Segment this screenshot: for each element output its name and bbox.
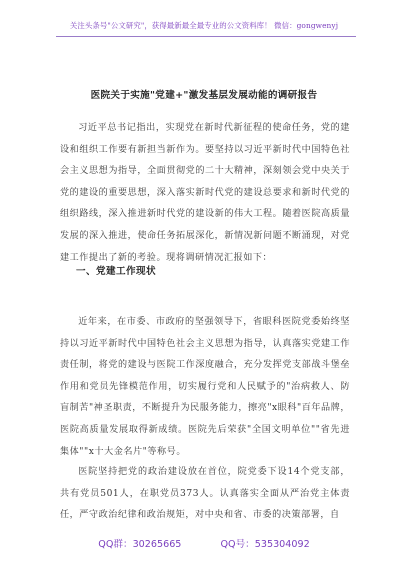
section-paragraph-1: 近年来，在市委、市政府的坚强领导下，省眼科医院党委始终坚持以习近平新时代中国特色社会主义思想为指导，认真落实党建工作责任制，将党的建设与医院工作深度融合，充分发挥党支部战斗堡垒作用和党员先锋模范作用，切实履行党和人民赋予的"治病救人、防盲制苦"神圣职责，不断提升为民服务能力，擦亮"x眼科"百年品牌，医院高质量发展取得新成绩。医院先后荣获"全国文明单位""省先进集体""x十大金名片"等称号。 xyxy=(60,317,350,457)
footer-qq-group: QQ群：30265665 xyxy=(98,539,182,550)
footer-qq: QQ号：535304092 xyxy=(220,539,310,550)
section-paragraph-2: 医院坚持把党的政治建设放在首位，院党委下设14个党支部，共有党员501人，在职党员373人。认真落实全面从严治党主体责任，严守政治纪律和政治规矩，对中央和省、市委的决策部署，自 xyxy=(60,467,350,521)
intro-paragraph: 习近平总书记指出，实现党在新时代新征程的使命任务，党的建设和组织工作要有新担当新作为。要坚持以习近平新时代中国特色社会主义思想为指导，全面贯彻党的二十大精神，深刻领会党中央关于党的建设的重要思想，深入落实新时代党的建设总要求和新时代党的组织路线，深入推进新时代党的建设新的伟大工程。随着医院高质量发展的深入推进，使命任务拓展深化，新情况新问题不断涌现，对党建工作提出了新的考验。现将调研情况汇报如下： xyxy=(60,123,350,263)
document-title: 医院关于实施"党建+"激发基层发展动能的调研报告 xyxy=(90,90,318,101)
page-footer xyxy=(0,536,408,550)
header-divider xyxy=(56,36,356,37)
section-heading: 一、党建工作现状 xyxy=(76,266,156,277)
header-text: 关注头条号"公文研究"，获得最新最全最专业的公文资料库！ 微信：gongwenyj xyxy=(69,21,339,30)
